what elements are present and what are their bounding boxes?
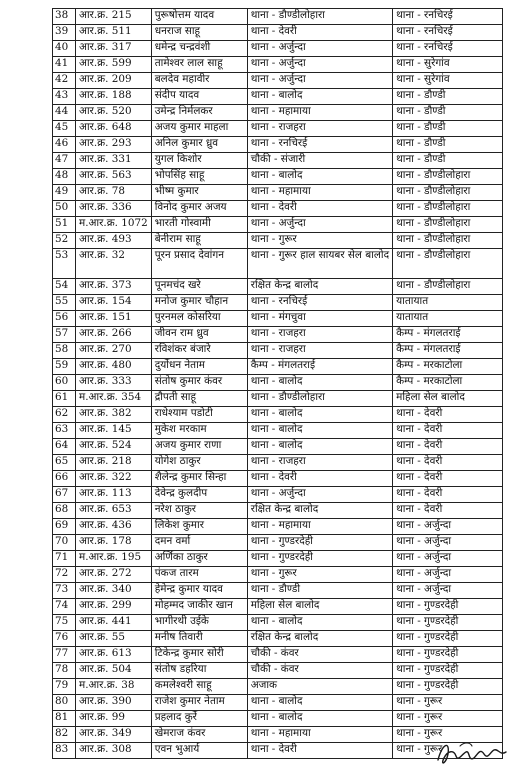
cell-rank: आर.क्र. 209 [76,73,152,89]
cell-name: लिकेश कुमार [151,519,247,535]
cell-name: भोपसिंह साहू [151,169,247,185]
cell-rank: आर.क्र. 504 [76,663,152,679]
cell-sn: 68 [53,503,76,519]
cell-from: चौकी - कंवर [247,663,392,679]
cell-name: अजय कुमार राणा [151,439,247,455]
table-row [53,359,503,375]
cell-rank: आर.क्र. 349 [76,727,152,743]
cell-name: तामेश्वर लाल साहू [151,57,247,73]
cell-to: थाना - सुरेगांव [393,73,503,89]
cell-to: थाना - डौण्डी [393,89,503,105]
cell-name: मोहम्मद जाकीर खान [151,599,247,615]
cell-to: थाना - अर्जुन्दा [393,583,503,599]
cell-from: थाना - गुरूर हाल सायबर सेल बालोद [247,249,392,279]
cell-to: थाना - अर्जुन्दा [393,551,503,567]
table-row [53,41,503,57]
cell-rank: आर.क्र. 218 [76,455,152,471]
cell-name: भारती गोस्वामी [151,217,247,233]
cell-rank: आर.क्र. 382 [76,407,152,423]
cell-to: थाना - देवरी [393,407,503,423]
cell-sn: 67 [53,487,76,503]
cell-to: थाना - डौण्डीलोहारा [393,185,503,201]
table-row [53,89,503,105]
cell-from: थाना - बालोद [247,711,392,727]
cell-name: संतोष डहरिया [151,663,247,679]
cell-sn: 56 [53,311,76,327]
cell-sn: 60 [53,375,76,391]
cell-from: थाना - राजहरा [247,121,392,137]
cell-name: संतोष कुमार कंवर [151,375,247,391]
cell-to: थाना - डौण्डी [393,105,503,121]
cell-from: महिला सेल बालोद [247,599,392,615]
cell-from: थाना - गुण्डरदेही [247,551,392,567]
table-row [53,375,503,391]
cell-from: थाना - बालोद [247,615,392,631]
cell-to: थाना - अर्जुन्दा [393,535,503,551]
cell-to: थाना - डौण्डीलोहारा [393,249,503,279]
table-row [53,185,503,201]
cell-rank: आर.क्र. 653 [76,503,152,519]
cell-name: भीष्म कुमार [151,185,247,201]
cell-from: रक्षित केन्द्र बालोद [247,631,392,647]
cell-from: थाना - महामाया [247,727,392,743]
cell-name: जीवन राम ध्रुव [151,327,247,343]
cell-to: थाना - डौण्डीलोहारा [393,169,503,185]
table-row [53,105,503,121]
cell-rank: आर.क्र. 613 [76,647,152,663]
cell-sn: 80 [53,695,76,711]
cell-rank: आर.क्र. 599 [76,57,152,73]
cell-name: शैलेन्द्र कुमार सिन्हा [151,471,247,487]
cell-sn: 57 [53,327,76,343]
cell-name: मनीष तिवारी [151,631,247,647]
cell-name: अनिल कुमार ध्रुव [151,137,247,153]
cell-sn: 55 [53,295,76,311]
cell-rank: म.आर.क्र. 354 [76,391,152,407]
transfer-table-body [53,9,503,759]
cell-rank: आर.क्र. 78 [76,185,152,201]
cell-sn: 72 [53,567,76,583]
cell-from: थाना - मंगचुवा [247,311,392,327]
cell-name: खेमराज कंवर [151,727,247,743]
cell-name: कमलेश्वरी साहू [151,679,247,695]
cell-rank: आर.क्र. 648 [76,121,152,137]
cell-sn: 40 [53,41,76,57]
table-row [53,711,503,727]
cell-to: थाना - रनचिरई [393,25,503,41]
cell-name: मुकेश मरकाम [151,423,247,439]
table-row [53,407,503,423]
cell-from: थाना - बालोद [247,423,392,439]
cell-sn: 49 [53,185,76,201]
cell-from: थाना - देवरी [247,471,392,487]
transfer-table [52,8,503,759]
cell-from: थाना - बालोद [247,89,392,105]
cell-to: थाना - देवरी [393,439,503,455]
cell-to: यातायात [393,295,503,311]
cell-name: टिकेन्द्र कुमार सोरी [151,647,247,663]
cell-name: धनराज साहू [151,25,247,41]
table-row [53,327,503,343]
cell-name: अजय कुमार माहला [151,121,247,137]
cell-from: थाना - अर्जुन्दा [247,57,392,73]
cell-from: थाना - रनचिरई [247,295,392,311]
cell-to: थाना - गुरूर [393,711,503,727]
table-row [53,519,503,535]
cell-sn: 39 [53,25,76,41]
table-row [53,217,503,233]
cell-name: दमन वर्मा [151,535,247,551]
cell-sn: 79 [53,679,76,695]
cell-from: थाना - गुरूर [247,567,392,583]
cell-rank: आर.क्र. 331 [76,153,152,169]
table-row [53,249,503,279]
table-row [53,663,503,679]
cell-name: द्रौपती साहू [151,391,247,407]
cell-sn: 52 [53,233,76,249]
table-row [53,311,503,327]
cell-from: थाना - महामाया [247,185,392,201]
cell-sn: 63 [53,423,76,439]
cell-to: कैम्प - मंगलतराई [393,327,503,343]
cell-from: थाना - गुरूर [247,233,392,249]
transfer-list-sheet [52,8,503,759]
cell-name: राजेश कुमार नेताम [151,695,247,711]
cell-from: रक्षित केन्द्र बालोद [247,279,392,295]
table-row [53,391,503,407]
cell-name: भागीरथी उईके [151,615,247,631]
cell-to: थाना - डौण्डी [393,137,503,153]
cell-from: थाना - बालोद [247,375,392,391]
cell-to: थाना - गुरूर [393,743,503,759]
table-row [53,137,503,153]
cell-name: एवन भुआर्य [151,743,247,759]
table-row [53,695,503,711]
cell-from: थाना - अर्जुन्दा [247,487,392,503]
cell-name: नरेश ठाकुर [151,503,247,519]
cell-sn: 53 [53,249,76,279]
cell-name: पुरूषोत्तम यादव [151,9,247,25]
cell-name: दुर्योधन नेताम [151,359,247,375]
cell-rank: आर.क्र. 511 [76,25,152,41]
cell-from: थाना - राजहरा [247,343,392,359]
cell-rank: आर.क्र. 390 [76,695,152,711]
cell-to: कैम्प - मंगलतराई [393,343,503,359]
cell-to: थाना - डौण्डीलोहारा [393,201,503,217]
cell-name: रविशंकर बंजारे [151,343,247,359]
cell-sn: 42 [53,73,76,89]
cell-sn: 69 [53,519,76,535]
table-row [53,679,503,695]
cell-name: उमेन्द्र निर्मलकर [151,105,247,121]
cell-sn: 48 [53,169,76,185]
table-row [53,295,503,311]
cell-to: महिला सेल बालोद [393,391,503,407]
cell-from: थाना - डौण्डी [247,583,392,599]
cell-to: थाना - गुण्डरदेही [393,631,503,647]
cell-to: कैम्प - मरकाटोला [393,359,503,375]
cell-rank: आर.क्र. 272 [76,567,152,583]
cell-from: रक्षित केन्द्र बालोद [247,503,392,519]
cell-sn: 59 [53,359,76,375]
table-row [53,423,503,439]
cell-to: थाना - गुरूर [393,727,503,743]
cell-to: थाना - देवरी [393,423,503,439]
table-row [53,455,503,471]
table-row [53,439,503,455]
cell-to: थाना - गुण्डरदेही [393,663,503,679]
cell-from: थाना - डौण्डीलोहारा [247,9,392,25]
cell-rank: आर.क्र. 322 [76,471,152,487]
cell-from: थाना - बालोद [247,169,392,185]
cell-rank: आर.क्र. 480 [76,359,152,375]
cell-from: चौकी - संजारी [247,153,392,169]
cell-rank: आर.क्र. 308 [76,743,152,759]
cell-sn: 75 [53,615,76,631]
cell-from: थाना - महामाया [247,519,392,535]
cell-to: थाना - रनचिरई [393,41,503,57]
cell-rank: आर.क्र. 340 [76,583,152,599]
cell-sn: 71 [53,551,76,567]
cell-sn: 51 [53,217,76,233]
cell-name: राधेश्याम पडोटी [151,407,247,423]
cell-sn: 74 [53,599,76,615]
table-row [53,343,503,359]
cell-rank: म.आर.क्र. 38 [76,679,152,695]
cell-name: पूरन प्रसाद देवांगन [151,249,247,279]
cell-rank: आर.क्र. 333 [76,375,152,391]
table-row [53,153,503,169]
cell-rank: आर.क्र. 145 [76,423,152,439]
cell-to: थाना - डौण्डीलोहारा [393,233,503,249]
cell-sn: 58 [53,343,76,359]
cell-sn: 44 [53,105,76,121]
cell-rank: आर.क्र. 151 [76,311,152,327]
table-row [53,9,503,25]
table-row [53,647,503,663]
cell-rank: म.आर.क्र. 1072 [76,217,152,233]
cell-sn: 62 [53,407,76,423]
table-row [53,583,503,599]
cell-rank: आर.क्र. 493 [76,233,152,249]
table-row [53,599,503,615]
cell-to: थाना - अर्जुन्दा [393,567,503,583]
cell-from: थाना - गुण्डरदेही [247,535,392,551]
cell-sn: 65 [53,455,76,471]
cell-sn: 82 [53,727,76,743]
cell-rank: आर.क्र. 441 [76,615,152,631]
cell-from: थाना - बालोद [247,407,392,423]
cell-sn: 54 [53,279,76,295]
cell-sn: 43 [53,89,76,105]
cell-rank: आर.क्र. 436 [76,519,152,535]
cell-sn: 81 [53,711,76,727]
cell-rank: आर.क्र. 99 [76,711,152,727]
cell-sn: 41 [53,57,76,73]
cell-from: थाना - बालोद [247,695,392,711]
cell-sn: 61 [53,391,76,407]
table-row [53,73,503,89]
cell-name: संदीप यादव [151,89,247,105]
cell-sn: 77 [53,647,76,663]
cell-sn: 73 [53,583,76,599]
cell-name: अर्णिका ठाकुर [151,551,247,567]
cell-name: युगल किशोर [151,153,247,169]
cell-rank: आर.क्र. 520 [76,105,152,121]
cell-rank: आर.क्र. 299 [76,599,152,615]
table-row [53,503,503,519]
cell-from: थाना - बालोद [247,439,392,455]
cell-rank: म.आर.क्र. 195 [76,551,152,567]
cell-to: थाना - देवरी [393,455,503,471]
table-row [53,615,503,631]
cell-name: धमेन्द्र चन्द्रवंशी [151,41,247,57]
cell-to: थाना - रनचिरई [393,9,503,25]
cell-to: थाना - गुण्डरदेही [393,615,503,631]
table-row [53,121,503,137]
cell-from: थाना - देवरी [247,201,392,217]
cell-name: प्रहलाद कुर्रे [151,711,247,727]
cell-from: कैम्प - मंगलतराई [247,359,392,375]
cell-rank: आर.क्र. 266 [76,327,152,343]
cell-rank: आर.क्र. 113 [76,487,152,503]
cell-rank: आर.क्र. 188 [76,89,152,105]
cell-rank: आर.क्र. 524 [76,439,152,455]
cell-to: थाना - गुण्डरदेही [393,647,503,663]
cell-sn: 47 [53,153,76,169]
cell-from: थाना - रनचिरई [247,137,392,153]
cell-from: थाना - अर्जुन्दा [247,217,392,233]
table-row [53,487,503,503]
cell-sn: 64 [53,439,76,455]
cell-sn: 78 [53,663,76,679]
cell-from: थाना - राजहरा [247,455,392,471]
cell-to: थाना - गुरूर [393,695,503,711]
cell-to: थाना - देवरी [393,471,503,487]
cell-rank: आर.क्र. 563 [76,169,152,185]
cell-to: थाना - डौण्डीलोहारा [393,217,503,233]
cell-rank: आर.क्र. 293 [76,137,152,153]
table-row [53,535,503,551]
cell-sn: 45 [53,121,76,137]
signature-image [432,736,512,770]
cell-name: बलदेव महावीर [151,73,247,89]
cell-name: पूनमचंद खरे [151,279,247,295]
cell-rank: आर.क्र. 55 [76,631,152,647]
cell-from: थाना - महामाया [247,105,392,121]
cell-name: देवेन्द्र कुलदीप [151,487,247,503]
cell-rank: आर.क्र. 32 [76,249,152,279]
cell-to: थाना - डौण्डी [393,153,503,169]
cell-rank: आर.क्र. 373 [76,279,152,295]
cell-from: अजाक [247,679,392,695]
cell-to: थाना - देवरी [393,503,503,519]
cell-name: विनोद कुमार अजय [151,201,247,217]
table-row [53,631,503,647]
table-row [53,567,503,583]
cell-to: कैम्प - मरकाटोला [393,375,503,391]
cell-name: पंकज तारम [151,567,247,583]
cell-rank: आर.क्र. 178 [76,535,152,551]
table-row [53,169,503,185]
cell-rank: आर.क्र. 317 [76,41,152,57]
cell-sn: 83 [53,743,76,759]
cell-from: थाना - राजहरा [247,327,392,343]
cell-to: थाना - सुरेगांव [393,57,503,73]
cell-sn: 46 [53,137,76,153]
cell-from: थाना - देवरी [247,743,392,759]
cell-sn: 38 [53,9,76,25]
cell-rank: आर.क्र. 270 [76,343,152,359]
cell-rank: आर.क्र. 154 [76,295,152,311]
table-row [53,279,503,295]
cell-from: थाना - देवरी [247,25,392,41]
cell-name: पुरनमल कोसरिया [151,311,247,327]
table-row [53,25,503,41]
cell-from: थाना - डौण्डीलोहारा [247,391,392,407]
cell-to: थाना - गुण्डरदेही [393,599,503,615]
cell-sn: 50 [53,201,76,217]
table-row [53,57,503,73]
table-row [53,551,503,567]
cell-to: थाना - गुण्डरदेही [393,679,503,695]
table-row [53,201,503,217]
cell-from: थाना - अर्जुन्दा [247,41,392,57]
cell-name: मनोज कुमार चौहान [151,295,247,311]
cell-rank: आर.क्र. 336 [76,201,152,217]
cell-name: योगेश ठाकुर [151,455,247,471]
table-row [53,233,503,249]
cell-name: बेनीराम साहू [151,233,247,249]
table-row [53,471,503,487]
cell-from: थाना - अर्जुन्दा [247,73,392,89]
cell-name: हेमेन्द्र कुमार यादव [151,583,247,599]
cell-to: थाना - अर्जुन्दा [393,519,503,535]
cell-to: थाना - देवरी [393,487,503,503]
cell-rank: आर.क्र. 215 [76,9,152,25]
cell-sn: 76 [53,631,76,647]
cell-to: थाना - डौण्डी [393,121,503,137]
cell-to: यातायात [393,311,503,327]
cell-to: थाना - डौण्डीलोहारा [393,279,503,295]
cell-from: चौकी - कंवर [247,647,392,663]
cell-sn: 70 [53,535,76,551]
cell-sn: 66 [53,471,76,487]
